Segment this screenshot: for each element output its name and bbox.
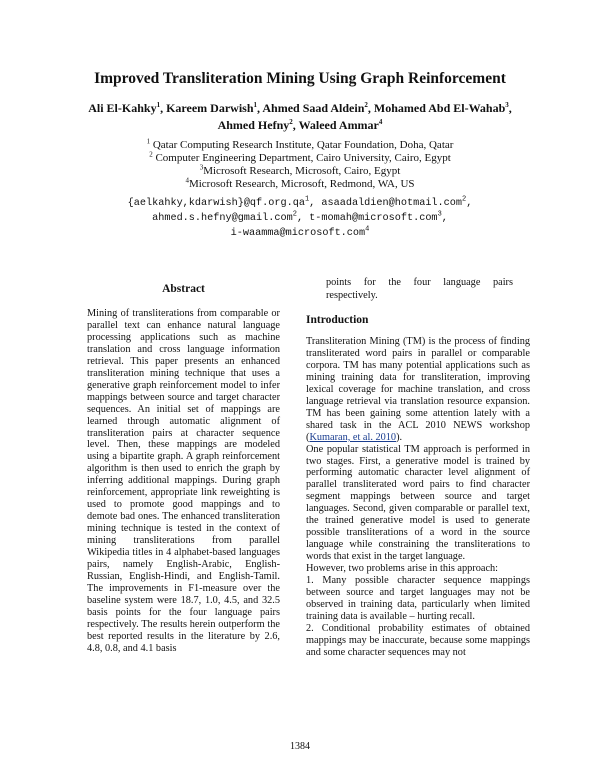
email-line: $\{aelkahky,kdarwish\}@qf.org.qa^1$, asaadaldien@hotmail.com$^2$, [127, 195, 473, 209]
author-list [60, 100, 540, 134]
email: , asaadaldien@hotmail.com [309, 198, 462, 209]
email-sup: 2 [462, 195, 467, 204]
intro-paragraph [306, 336, 530, 444]
intro-text: ). [396, 431, 403, 443]
author-line-1: Ali El-Kahky$^1$, Kareem Darwish$^1$, Ahmed Saad Aldein$^2$, Mohamed Abd El-Wahab$^3$, [88, 101, 512, 115]
affiliation [60, 165, 540, 178]
affil-text: Microsoft Research, Microsoft, Redmond, WA, US [188, 178, 415, 190]
intro-paragraph: 1. Many possible character sequence mappings between source and target languages may not be observed in training data, particularly when limited training data is available – hurting recall. [306, 575, 530, 622]
email-line [60, 226, 540, 241]
citation-link[interactable]: Kumaran, et al. 2010 [309, 431, 397, 443]
email: ahmed.s.hefny@gmail.com [152, 213, 293, 224]
abstract-continuation: points for the four language pairs respectively. [326, 277, 513, 301]
intro-paragraph: One popular statistical TM approach is performed in two stages. First, a generative model is trained by performing automatic character level alignment of parallel transliterated word pairs to find character segment mappings between source and target languages. Second, given comparable or parallel text, the trained generative model is used to generate possible transliterations of a word in the source language while constraining the transliterations to words that exist in the target language. [306, 443, 530, 563]
affil-sup: 3 [199, 163, 204, 172]
author-name: Ahmed Saad Aldein [262, 101, 365, 115]
email-sup: 2 [292, 210, 297, 219]
affiliation [60, 152, 540, 165]
affil-sup: 1 [146, 137, 151, 146]
email: , t-momah@microsoft.com [296, 213, 438, 224]
email-list [60, 196, 540, 241]
email: {aelkahky,kdarwish}@qf.org.qa [127, 198, 305, 209]
email-sup: 3 [437, 210, 442, 219]
author-affil-sup: 3 [505, 101, 509, 109]
affil-text: Qatar Computing Research Institute, Qatar Foundation, Doha, Qatar [152, 139, 454, 151]
paper-title: Improved Transliteration Mining Using Graph Reinforcement [94, 70, 506, 87]
introduction-heading: Introduction [306, 314, 369, 326]
author-name: Waleed Ammar [298, 118, 379, 132]
email-sup: 1 [304, 195, 310, 204]
author-name: Ahmed Hefny [217, 118, 290, 132]
abstract-heading: Abstract [162, 283, 205, 295]
intro-paragraph: However, two problems arise in this approach: [306, 563, 499, 575]
page-number: 1384 [290, 741, 310, 752]
author-affil-sup: 2 [289, 118, 293, 126]
author-name: Mohamed Abd El-Wahab [373, 101, 506, 115]
abstract-body [87, 308, 280, 655]
author-name: Kareem Darwish [166, 101, 254, 115]
introduction-body [306, 336, 530, 659]
intro-text: Transliteration Mining (TM) is the process of finding transliterated word pairs in parallel or comparable corpora. TM has many potential applications such as mining training data for transliteration, improving lexical coverage for machine translation, and cross language retrieval via translation resource expansion. TM has been gaining some attention lately with a shared task in the ACL 2010 NEWS workshop ( [306, 336, 530, 443]
author-affil-sup: 1 [253, 101, 258, 109]
email-line: ahmed.s.hefny@gmail.com$^2$, t-momah@microsoft.com$^3$, [152, 210, 448, 224]
abstract-text: Mining of transliterations from comparable or parallel text can enhance natural language processing applications such as machine translation and cross language information retrieval. This paper presents an enhanced transliteration mining technique that uses a generative graph reinforcement model to infer mappings between source and target character sequences. An initial set of mappings are learned through automatic alignment of transliteration pairs at character sequence level. Then, these mappings are modeled using a bipartite graph. A graph reinforcement algorithm is then used to enrich the graph by inferring additional mappings. During graph reinforcement, appropriate link reweighting is used to promote good mappings and to demote bad ones. The enhanced transliteration mining technique is tested in the context of mining transliterations from parallel Wikipedia titles in 4 alphabet-based languages pairs, namely English-Arabic, English-Russian, English-Hindi, and English-Tamil. The improvements in F1-measure over the baseline system were 18.7, 1.0, 4.5, and 32.5 basis points for the four language pairs respectively. The results herein outperform the best reported results in the literature by 2.6, 4.8, 0.8, and 4.1 basis [87, 308, 280, 654]
author-affil-sup: 4 [378, 118, 383, 126]
author-affil-sup: 1 [156, 101, 161, 109]
email: i-waamma@microsoft.com [230, 228, 366, 239]
author-line-2: Ahmed Hefny$^2$, Waleed Ammar$^4$ [217, 118, 383, 132]
affil-sup: 2 [149, 150, 153, 159]
affiliation-list [60, 139, 540, 191]
email-sup: 4 [365, 225, 370, 234]
author-affil-sup: 2 [364, 101, 368, 109]
affil-text: Microsoft Research, Microsoft, Cairo, Egypt [203, 165, 401, 177]
affiliation [60, 178, 540, 191]
affil-sup: 4 [185, 176, 189, 185]
intro-paragraph: 2. Conditional probability estimates of obtained mappings may be inaccurate, because some mappings and some character sequences may not [306, 622, 530, 658]
affiliation [60, 139, 540, 152]
affil-text: Computer Engineering Department, Cairo University, Cairo, Egypt [155, 152, 451, 164]
author-name: Ali El-Kahky [88, 101, 157, 115]
